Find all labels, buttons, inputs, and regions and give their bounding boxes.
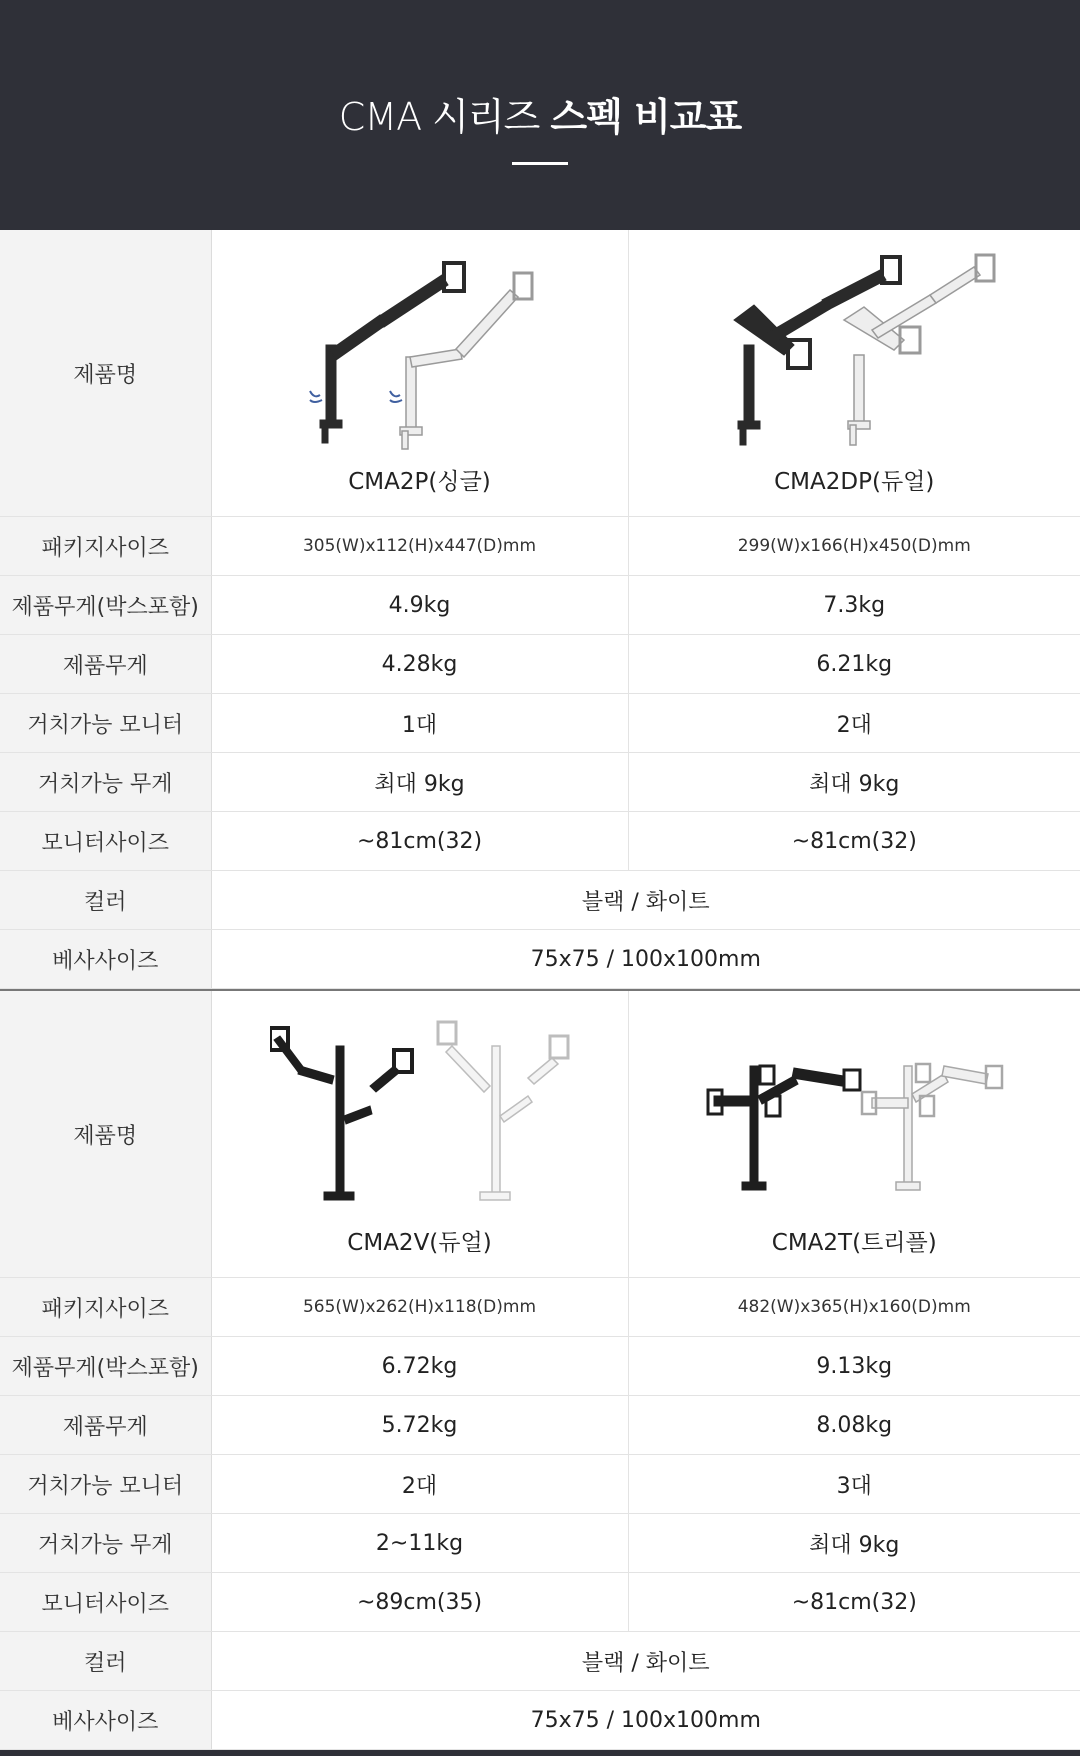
row-weight-boxed — [0, 576, 1080, 635]
row-weight-boxed — [0, 1337, 1080, 1396]
page-title: CMA 시리즈 스펙 비교표 — [338, 95, 742, 139]
value-monitors: 2대 — [211, 1455, 628, 1514]
value-weight: 5.72kg — [211, 1396, 628, 1455]
value-weight-boxed: 9.13kg — [628, 1337, 1080, 1396]
value-load: 최대 9kg — [211, 753, 628, 812]
row-vesa — [0, 930, 1080, 989]
product-row — [0, 990, 1080, 1278]
row-vesa — [0, 1691, 1080, 1750]
value-vesa: 75x75 / 100x100mm — [211, 1691, 1080, 1750]
label-weight-boxed: 제품무게(박스포함) — [0, 1337, 211, 1396]
value-weight-boxed: 4.9kg — [211, 576, 628, 635]
product-cma2v — [211, 990, 628, 1278]
cma2p-product-image — [270, 245, 570, 455]
value-load: 최대 9kg — [628, 753, 1080, 812]
label-monitors: 거치가능 모니터 — [0, 1455, 211, 1514]
value-monitor-size: ~81cm(32) — [628, 1573, 1080, 1632]
row-load — [0, 753, 1080, 812]
value-monitors: 3대 — [628, 1455, 1080, 1514]
label-color: 컬러 — [0, 1632, 211, 1691]
product-name-cma2t: CMA2T(트리플) — [771, 1230, 937, 1256]
label-weight-boxed: 제품무게(박스포함) — [0, 576, 211, 635]
label-vesa: 베사사이즈 — [0, 930, 211, 989]
row-load — [0, 1514, 1080, 1573]
product-name-cma2v: CMA2V(듀얼) — [347, 1230, 492, 1256]
value-weight: 8.08kg — [628, 1396, 1080, 1455]
value-package-size: 482(W)x365(H)x160(D)mm — [628, 1278, 1080, 1337]
value-weight: 4.28kg — [211, 635, 628, 694]
product-name-cma2dp: CMA2DP(듀얼) — [774, 469, 935, 495]
product-row — [0, 230, 1080, 517]
row-monitors — [0, 1455, 1080, 1514]
product-cma2dp — [628, 230, 1080, 517]
value-monitor-size: ~89cm(35) — [211, 1573, 628, 1632]
row-weight — [0, 1396, 1080, 1455]
value-package-size: 305(W)x112(H)x447(D)mm — [211, 517, 628, 576]
page-header — [0, 0, 1080, 230]
label-vesa: 베사사이즈 — [0, 1691, 211, 1750]
label-weight: 제품무게 — [0, 635, 211, 694]
value-weight-boxed: 6.72kg — [211, 1337, 628, 1396]
label-package-size: 패키지사이즈 — [0, 517, 211, 576]
label-package-size: 패키지사이즈 — [0, 1278, 211, 1337]
value-monitors: 2대 — [628, 694, 1080, 753]
value-weight: 6.21kg — [628, 635, 1080, 694]
row-monitor-size — [0, 812, 1080, 871]
row-package-size — [0, 517, 1080, 576]
label-monitor-size: 모니터사이즈 — [0, 812, 211, 871]
label-color: 컬러 — [0, 871, 211, 930]
spec-table-2 — [0, 989, 1080, 1750]
value-monitors: 1대 — [211, 694, 628, 753]
product-cma2t — [628, 990, 1080, 1278]
label-monitor-size: 모니터사이즈 — [0, 1573, 211, 1632]
cma2v-product-image — [270, 1006, 570, 1216]
label-product-name: 제품명 — [0, 230, 211, 517]
value-color: 블랙 / 화이트 — [211, 871, 1080, 930]
value-package-size: 565(W)x262(H)x118(D)mm — [211, 1278, 628, 1337]
title-underline — [512, 162, 568, 165]
label-monitors: 거치가능 모니터 — [0, 694, 211, 753]
spec-table-1 — [0, 230, 1080, 989]
value-vesa: 75x75 / 100x100mm — [211, 930, 1080, 989]
row-color — [0, 871, 1080, 930]
value-load: 최대 9kg — [628, 1514, 1080, 1573]
value-color: 블랙 / 화이트 — [211, 1632, 1080, 1691]
value-load: 2~11kg — [211, 1514, 628, 1573]
value-monitor-size: ~81cm(32) — [211, 812, 628, 871]
label-product-name: 제품명 — [0, 990, 211, 1278]
cma2dp-product-image — [704, 245, 1004, 455]
value-monitor-size: ~81cm(32) — [628, 812, 1080, 871]
row-monitors — [0, 694, 1080, 753]
row-monitor-size — [0, 1573, 1080, 1632]
label-weight: 제품무게 — [0, 1396, 211, 1455]
value-package-size: 299(W)x166(H)x450(D)mm — [628, 517, 1080, 576]
row-weight — [0, 635, 1080, 694]
row-color — [0, 1632, 1080, 1691]
value-weight-boxed: 7.3kg — [628, 576, 1080, 635]
bottom-bar — [0, 1750, 1080, 1756]
row-package-size — [0, 1278, 1080, 1337]
cma2t-product-image — [704, 1006, 1004, 1216]
label-load: 거치가능 무게 — [0, 753, 211, 812]
product-cma2p — [211, 230, 628, 517]
product-name-cma2p: CMA2P(싱글) — [348, 469, 491, 495]
label-load: 거치가능 무게 — [0, 1514, 211, 1573]
